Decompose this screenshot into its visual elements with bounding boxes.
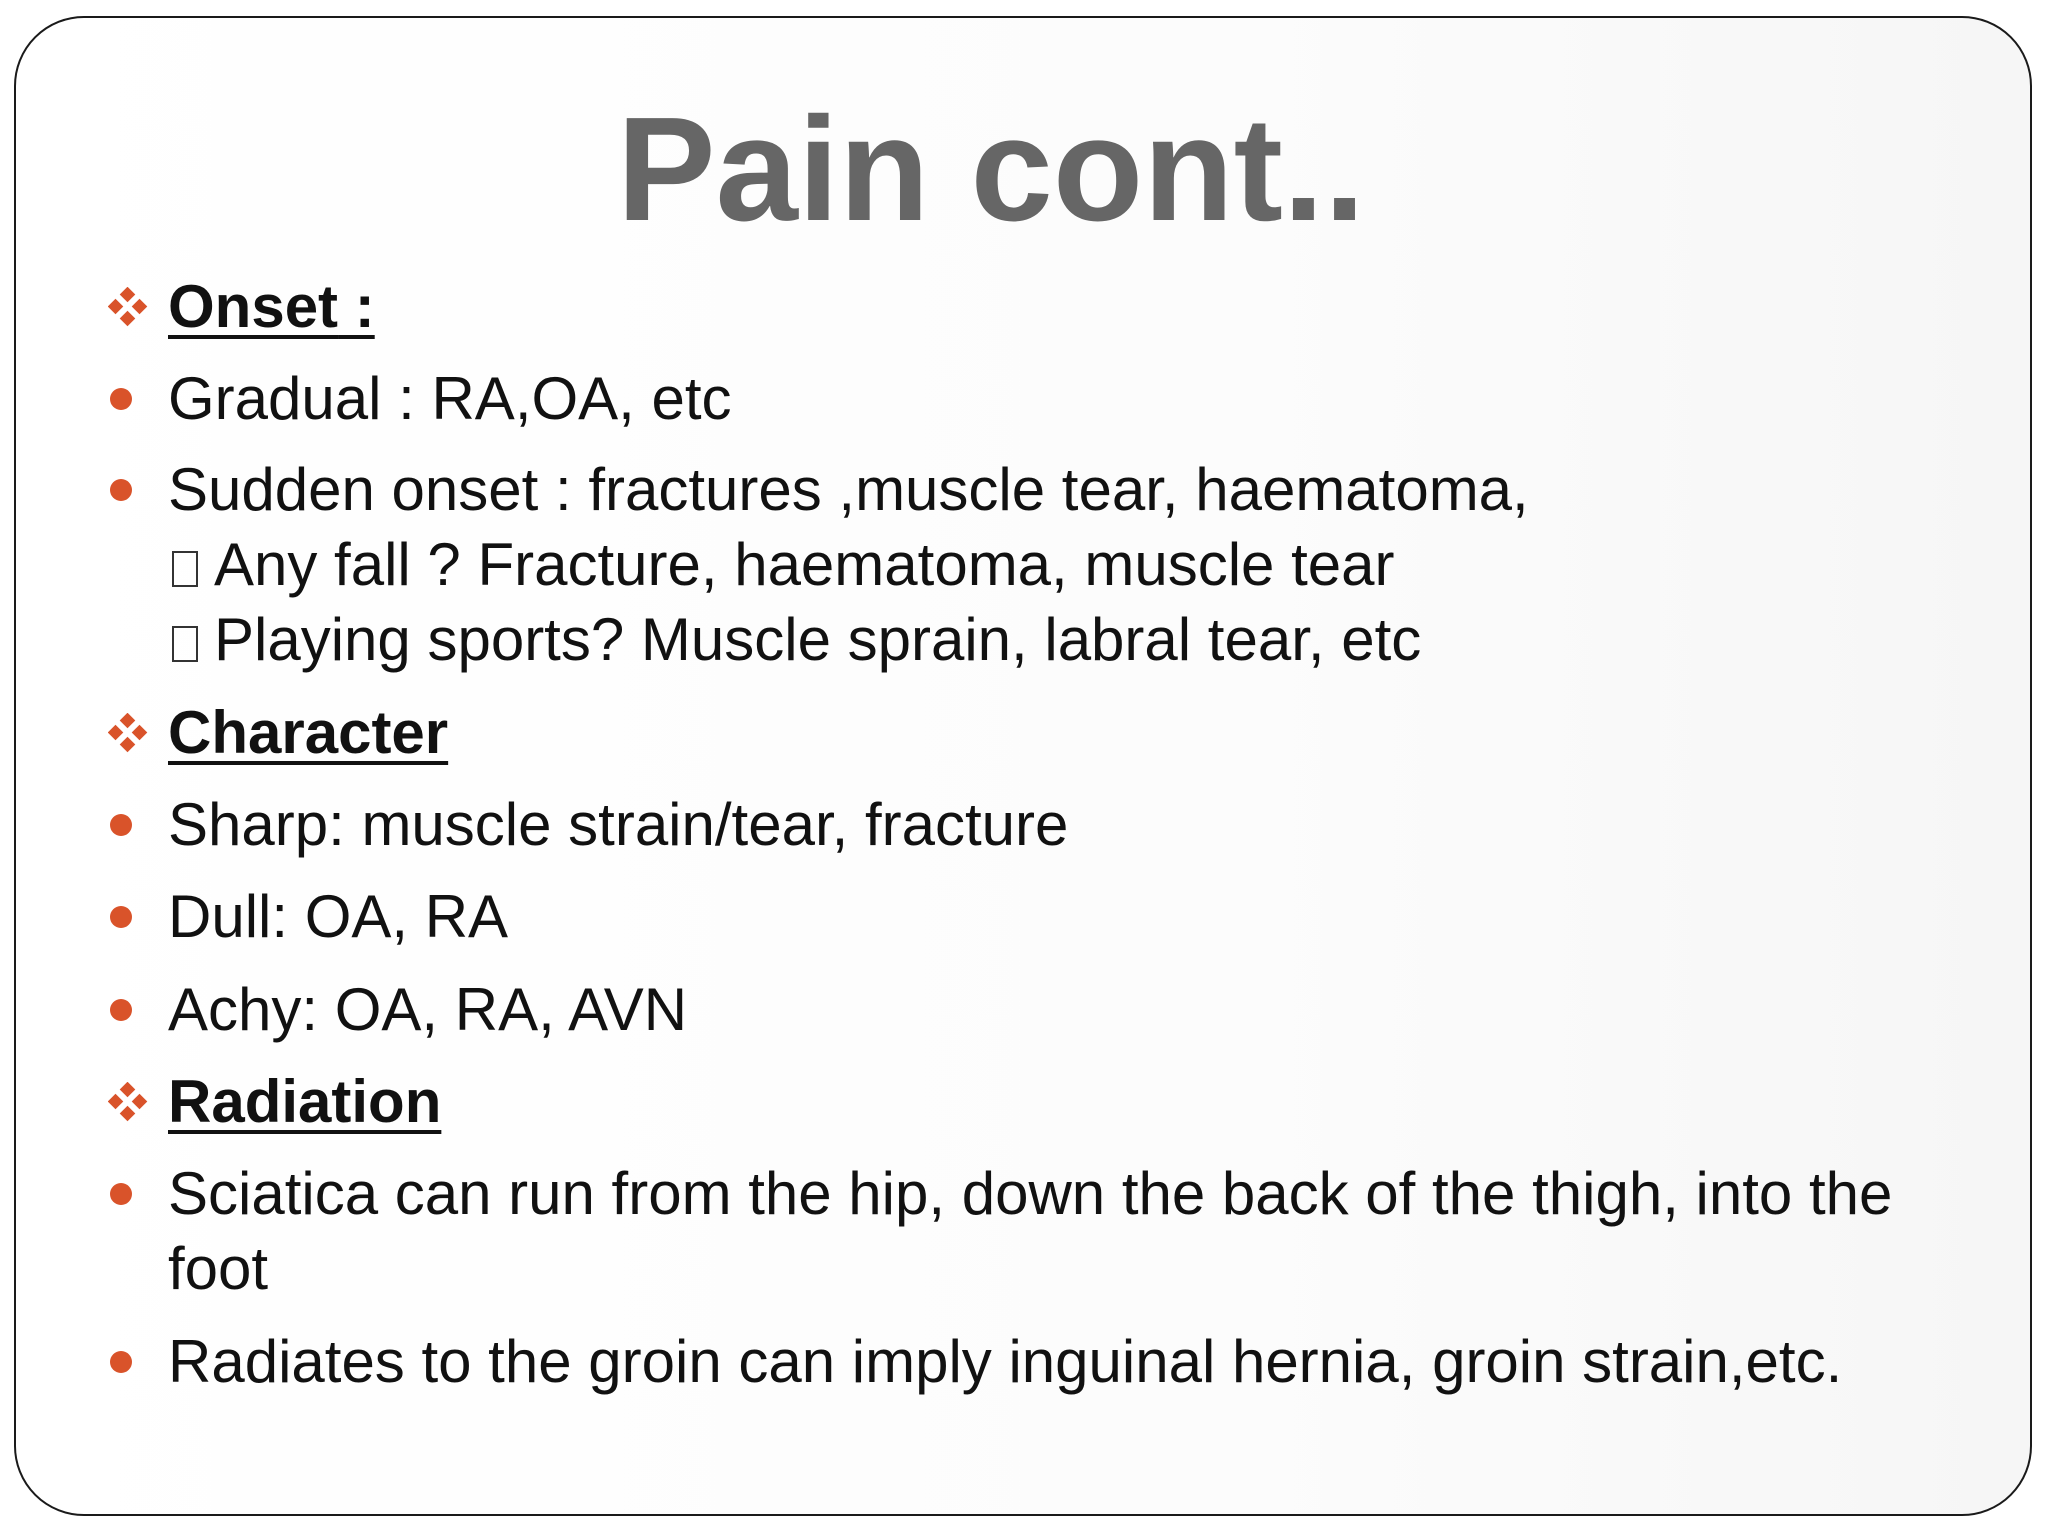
list-item-text: Sudden onset : fractures ,muscle tear, haematoma, [168, 456, 1529, 523]
section-heading-text: Radiation [168, 1068, 442, 1135]
dot-bullet-icon [110, 1183, 132, 1205]
diamond-bullet-icon [108, 713, 148, 753]
section-heading-text [168, 270, 375, 344]
heading-suffix: : [338, 273, 375, 340]
dot-bullet-icon [110, 999, 132, 1021]
sub-list-item [172, 603, 1421, 677]
section-heading-text: Character [168, 699, 449, 766]
sub-list-item-text: Any fall ? Fracture, haematoma, muscle tear [214, 531, 1395, 598]
list-item-text: foot [168, 1235, 269, 1302]
sub-list-item-text: Playing sports? Muscle sprain, labral tear, etc [214, 606, 1422, 673]
missing-glyph-box-icon [172, 626, 198, 662]
slide-frame [14, 16, 2032, 1516]
dot-bullet-icon [110, 388, 132, 410]
list-item-text: Achy: OA, RA, AVN [168, 976, 688, 1043]
dot-bullet-icon [110, 906, 132, 928]
dot-bullet-icon [110, 479, 132, 501]
slide-title: Pain cont.. [616, 87, 1366, 252]
diamond-bullet-icon [108, 1082, 148, 1122]
list-item-text: Gradual : RA,OA, etc [168, 365, 732, 432]
list-item-text: Dull: OA, RA [168, 883, 509, 950]
sub-list-item [172, 528, 1395, 602]
dot-bullet-icon [110, 814, 132, 836]
dot-bullet-icon [110, 1351, 132, 1373]
list-item-text: Sciatica can run from the hip, down the back of the thigh, into the [168, 1160, 1893, 1227]
list-item-text: Radiates to the groin can imply inguinal hernia, groin strain,etc. [168, 1328, 1843, 1395]
heading-label: Onset [168, 273, 339, 340]
list-item-text: Sharp: muscle strain/tear, fracture [168, 791, 1069, 858]
diamond-bullet-icon [108, 287, 148, 327]
missing-glyph-box-icon [172, 551, 198, 587]
